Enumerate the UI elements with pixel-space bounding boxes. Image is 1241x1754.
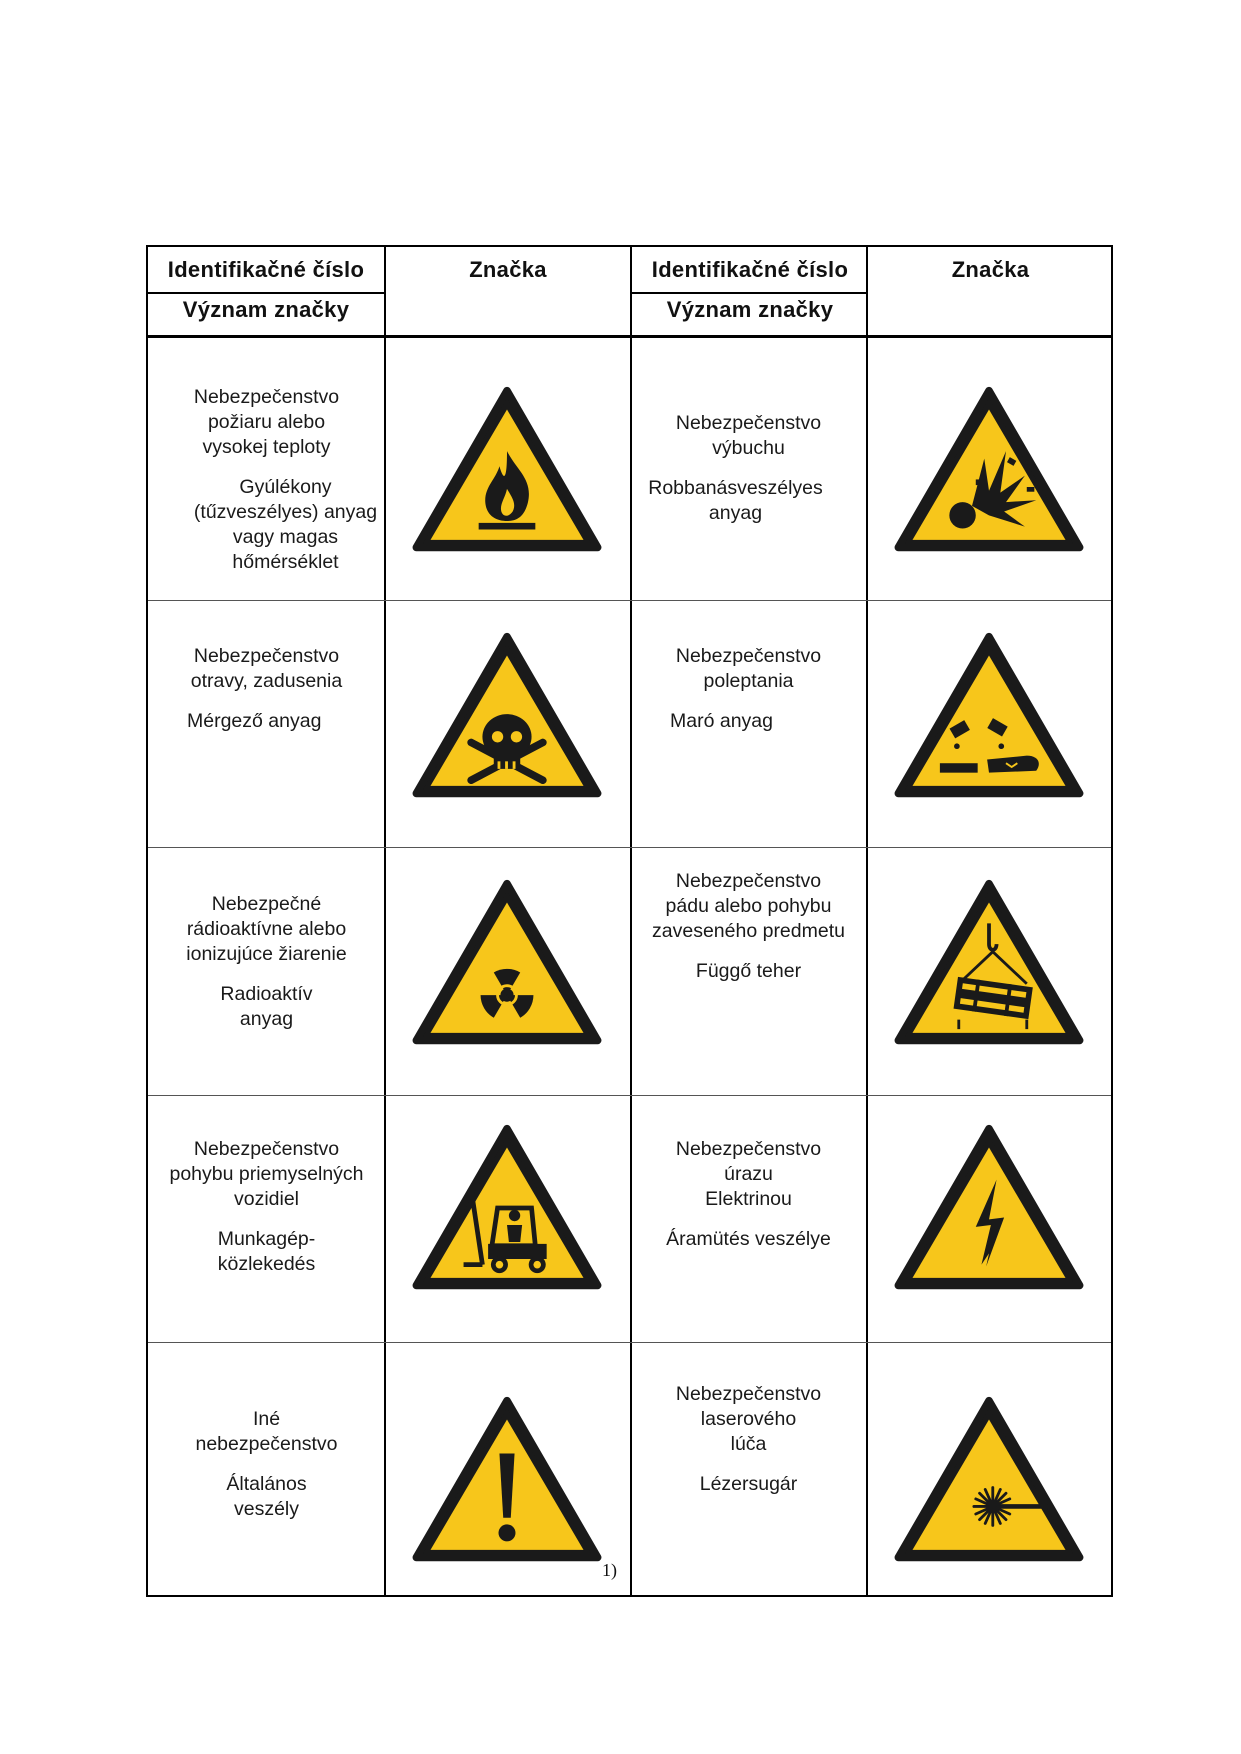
description-line: Radioaktív bbox=[220, 983, 313, 1005]
footnote-marker: 1) bbox=[602, 1560, 617, 1580]
description-line: Lézersugár bbox=[699, 1473, 798, 1495]
description-line: Munkagép- bbox=[217, 1228, 316, 1250]
explosion-icon bbox=[894, 385, 1084, 555]
description-line: Elektrinou bbox=[705, 1188, 792, 1210]
description-line: požiaru alebo bbox=[207, 411, 326, 433]
description-line: ionizujúce žiarenie bbox=[186, 943, 347, 965]
flame-icon bbox=[412, 385, 602, 555]
description-line: (tűzveszélyes) anyag bbox=[193, 501, 378, 523]
description-line: anyag bbox=[708, 502, 763, 524]
row-divider bbox=[148, 847, 1111, 848]
description-line: laserového bbox=[700, 1408, 797, 1430]
radiation-icon bbox=[412, 878, 602, 1048]
sign-description bbox=[148, 1137, 385, 1277]
description-line: Nebezpečenstvo bbox=[193, 645, 340, 667]
sign-description bbox=[148, 385, 385, 575]
sign-description bbox=[148, 1407, 385, 1522]
sign-description bbox=[148, 644, 385, 734]
description-line: úrazu bbox=[724, 1163, 773, 1185]
description-line: Iné bbox=[252, 1408, 281, 1430]
description-line: vozidiel bbox=[233, 1188, 300, 1210]
description-line: Gyúlékony bbox=[239, 476, 332, 498]
sign-description bbox=[148, 892, 385, 1032]
description-line: výbuchu bbox=[712, 437, 785, 459]
description-line: pohybu priemyselných bbox=[169, 1163, 364, 1185]
description-line: Nebezpečenstvo bbox=[675, 645, 822, 667]
description-line: vysokej teploty bbox=[202, 436, 331, 458]
description-line: veszély bbox=[233, 1498, 300, 1520]
description-line: anyag bbox=[239, 1008, 294, 1030]
description-line: poleptania bbox=[703, 670, 794, 692]
description-line: Robbanásveszélyes bbox=[648, 477, 823, 499]
description-line: vagy magas bbox=[232, 526, 339, 548]
row-divider bbox=[148, 600, 1111, 601]
header-meaning: Význam značky bbox=[666, 297, 834, 322]
sign-description bbox=[630, 1137, 867, 1252]
sign-description bbox=[630, 869, 867, 984]
suspended-load-icon bbox=[894, 878, 1084, 1048]
description-line: Áramütés veszélye bbox=[666, 1228, 831, 1250]
description-line: Általános bbox=[226, 1473, 307, 1495]
description-line: pádu alebo pohybu bbox=[665, 895, 832, 917]
description-line: Nebezpečenstvo bbox=[675, 870, 822, 892]
header-subdivider bbox=[630, 292, 866, 294]
sign-description bbox=[630, 1382, 867, 1497]
description-line: Nebezpečenstvo bbox=[193, 1138, 340, 1160]
description-line: Nebezpečné bbox=[211, 893, 322, 915]
header-bottom-rule bbox=[148, 335, 1111, 338]
laser-icon bbox=[894, 1395, 1084, 1565]
header-subdivider bbox=[148, 292, 384, 294]
forklift-icon bbox=[412, 1123, 602, 1293]
description-line: rádioaktívne alebo bbox=[186, 918, 347, 940]
row-divider bbox=[148, 1095, 1111, 1096]
description-line: zaveseného predmetu bbox=[652, 920, 845, 942]
skull-crossbones-icon bbox=[412, 631, 602, 801]
sign-description bbox=[630, 411, 867, 526]
exclamation-icon bbox=[412, 1395, 602, 1565]
description-line: lúča bbox=[730, 1433, 767, 1455]
description-line: Maró anyag bbox=[670, 710, 773, 732]
sign-description bbox=[630, 644, 867, 734]
description-line: hőmérséklet bbox=[232, 551, 339, 573]
hazard-sign-table bbox=[146, 245, 1113, 1597]
header-id-number: Identifikačné číslo bbox=[167, 257, 365, 282]
lightning-icon bbox=[894, 1123, 1084, 1293]
header-id-number: Identifikačné číslo bbox=[651, 257, 849, 282]
description-line: Függő teher bbox=[695, 960, 802, 982]
header-meaning: Význam značky bbox=[182, 297, 350, 322]
corrosive-icon bbox=[894, 631, 1084, 801]
description-line: közlekedés bbox=[217, 1253, 316, 1275]
header-sign: Značka bbox=[951, 257, 1030, 282]
description-line: Nebezpečenstvo bbox=[675, 412, 822, 434]
description-line: otravy, zadusenia bbox=[190, 670, 343, 692]
description-line: Mérgező anyag bbox=[187, 710, 322, 732]
row-divider bbox=[148, 1342, 1111, 1343]
header-sign: Značka bbox=[469, 257, 547, 282]
description-line: Nebezpečenstvo bbox=[193, 386, 340, 408]
description-line: Nebezpečenstvo bbox=[675, 1138, 822, 1160]
description-line: Nebezpečenstvo bbox=[675, 1383, 822, 1405]
description-line: nebezpečenstvo bbox=[195, 1433, 338, 1455]
